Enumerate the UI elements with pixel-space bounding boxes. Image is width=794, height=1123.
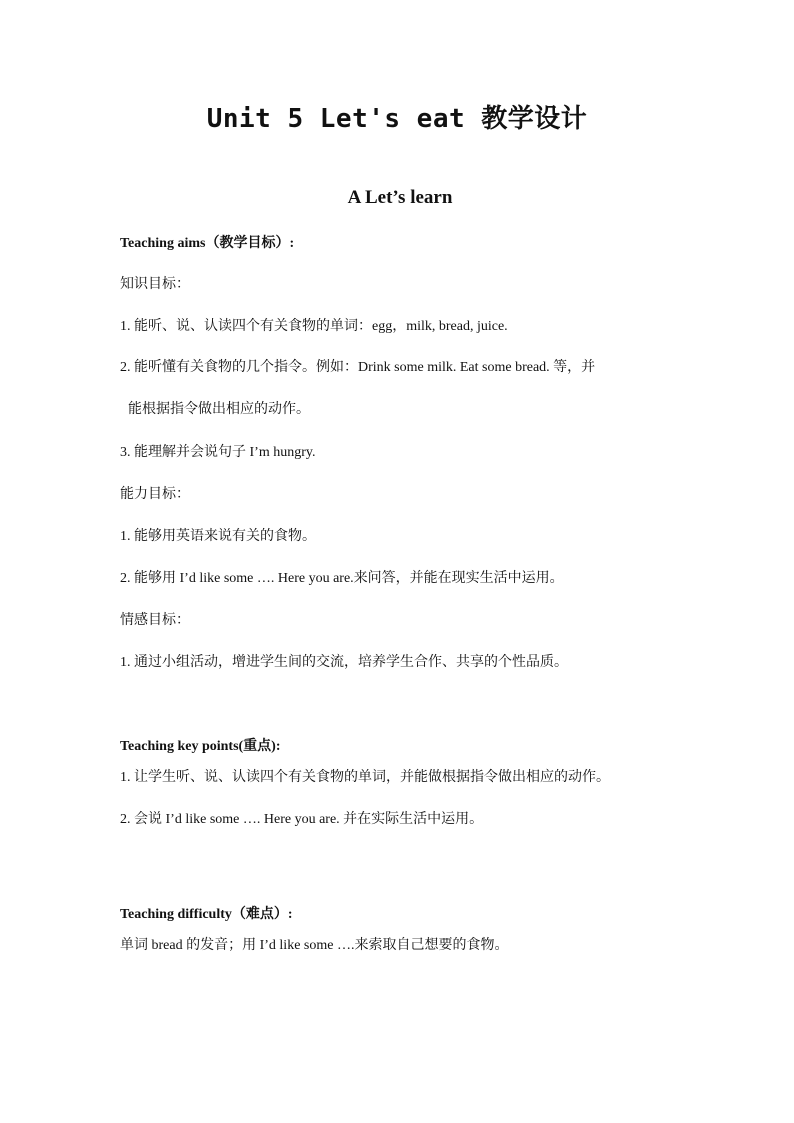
key-points-item: 1. 让学生听、说、认读四个有关食物的单词，并能做根据指令做出相应的动作。	[120, 770, 610, 785]
teaching-aims-heading: Teaching aims（教学目标）:	[120, 236, 295, 251]
knowledge-item: 3. 能理解并会说句子 I’m hungry.	[120, 445, 316, 460]
knowledge-heading: 知识目标：	[120, 277, 190, 292]
knowledge-item: 2. 能听懂有关食物的几个指令。例如：Drink some milk. Eat some bread. 等，并	[120, 360, 596, 375]
document-subtitle: A Let’s learn	[347, 187, 453, 208]
document-title: Unit 5 Let's eat 教学设计	[206, 104, 588, 134]
key-points-item: 2. 会说 I’d like some …. Here you are. 并在实际生活中运用。	[120, 812, 484, 827]
emotion-heading: 情感目标：	[120, 613, 190, 628]
ability-item: 2. 能够用 I’d like some …. Here you are.来问答，并能在现实生活中运用。	[120, 571, 564, 586]
key-points-heading: Teaching key points(重点):	[120, 739, 281, 754]
emotion-item: 1. 通过小组活动，增进学生间的交流，培养学生合作、共享的个性品质。	[120, 655, 568, 670]
ability-item: 1. 能够用英语来说有关的食物。	[120, 529, 316, 544]
knowledge-item: 1. 能听、说、认读四个有关食物的单词：egg，milk, bread, juice.	[120, 319, 508, 334]
knowledge-item-continued: 能根据指令做出相应的动作。	[128, 402, 310, 417]
ability-heading: 能力目标：	[120, 487, 190, 502]
difficulty-heading: Teaching difficulty（难点）:	[120, 907, 293, 922]
difficulty-item: 单词 bread 的发音；用 I’d like some ….来索取自己想要的食物。	[120, 938, 509, 953]
